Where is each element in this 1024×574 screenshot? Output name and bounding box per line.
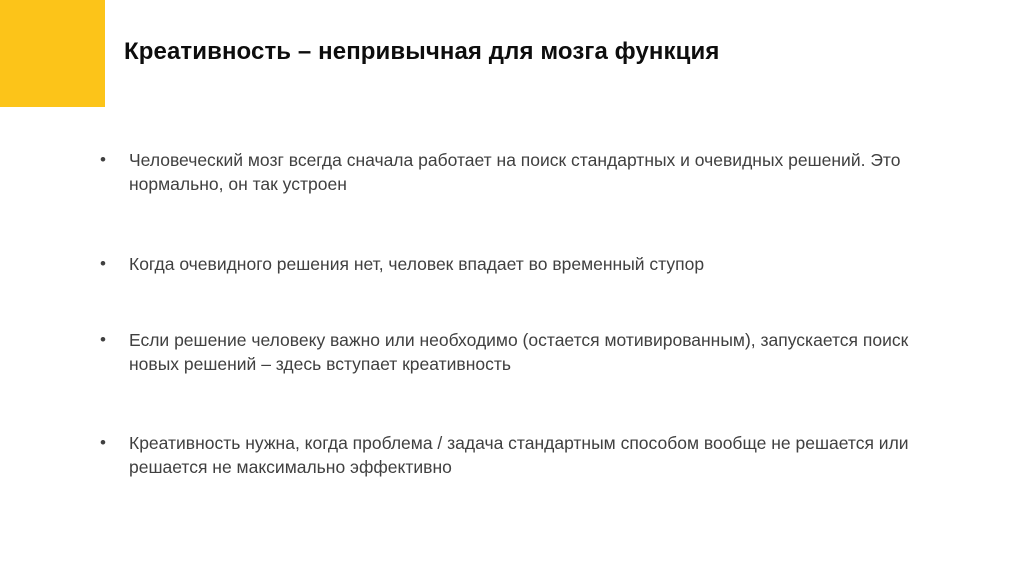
bullet-dot: • [100, 254, 106, 273]
bullet-dot: • [100, 433, 106, 452]
bullet-dot: • [100, 150, 106, 169]
bullet-dot: • [100, 330, 106, 349]
list-item [100, 328, 960, 376]
list-item [100, 252, 960, 276]
bullet-text: Если решение человеку важно или необходимо (остается мотивированным), запускается поиск новых решений – здесь вступает креативность [129, 330, 909, 374]
bullet-text: Когда очевидного решения нет, человек впадает во временный ступор [129, 254, 705, 274]
slide-title: Креативность – непривычная для мозга функция [124, 38, 720, 65]
bullet-text: Человеческий мозг всегда сначала работает на поиск стандартных и очевидных решений. Это нормально, он так устроен [129, 150, 901, 194]
bullet-text: Креативность нужна, когда проблема / задача стандартным способом вообще не решается или решается не максимально эффективно [129, 433, 909, 477]
accent-block [0, 0, 105, 107]
list-item [100, 431, 960, 479]
list-item [100, 148, 960, 196]
